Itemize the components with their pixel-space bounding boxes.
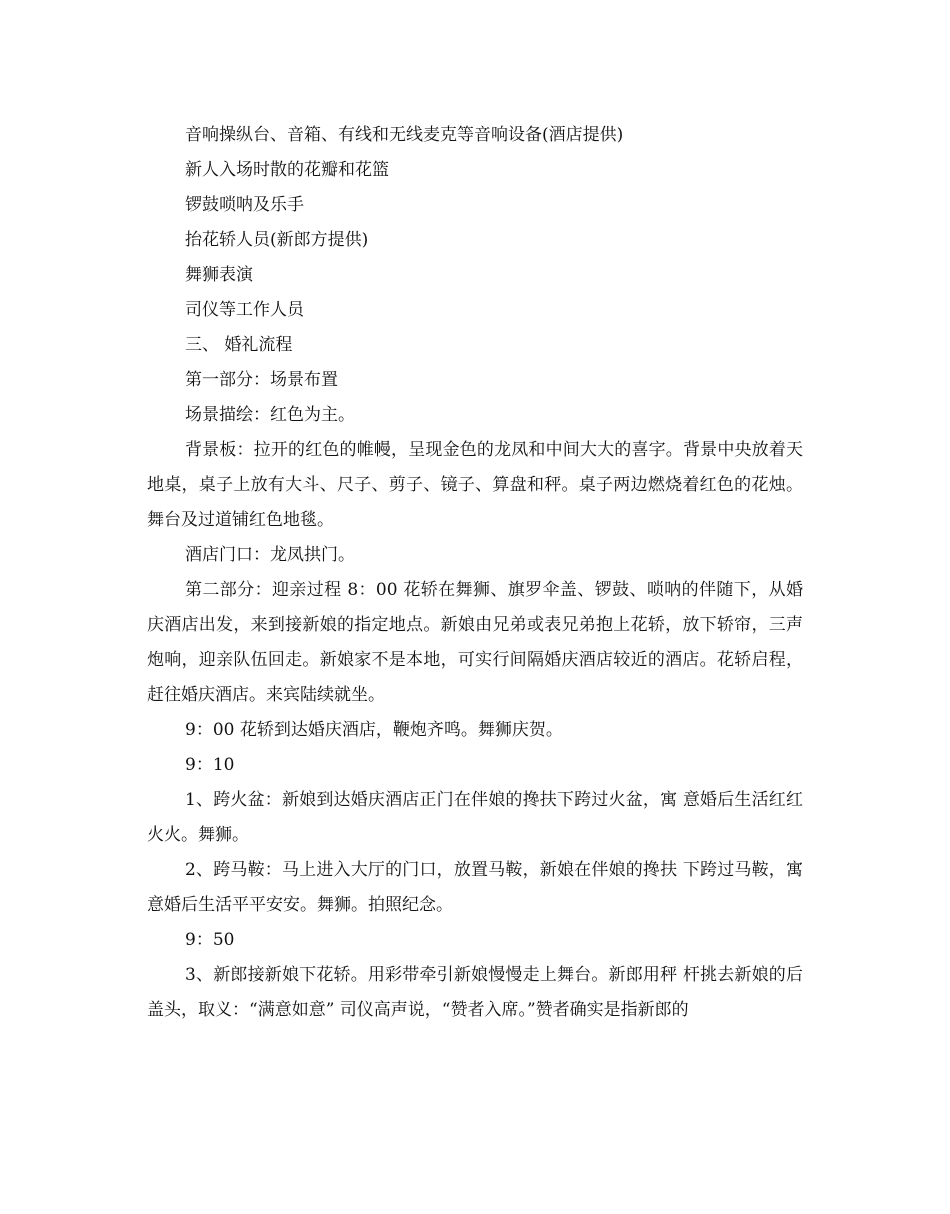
paragraph: 第二部分：迎亲过程 8：00 花轿在舞狮、旗罗伞盖、锣鼓、唢呐的伴随下，从婚庆酒店出发，来到接新娘的指定地点。新娘由兄弟或表兄弟抱上花轿，放下轿帘，三声炮响，迎亲队伍回走。新娘家不是本地，可实行间隔婚庆酒店较近的酒店。花轿启程，赶往婚庆酒店。来宾陆续就坐。 xyxy=(147,580,803,705)
paragraph: 司仪等工作人员 xyxy=(185,300,304,320)
paragraph: 抬花轿人员(新郎方提供) xyxy=(185,230,369,250)
section-heading: 三、 婚礼流程 xyxy=(185,335,293,355)
paragraph: 3、新郎接新娘下花轿。用彩带牵引新娘慢慢走上舞台。新郎用秤 杆挑去新娘的后盖头，取义：“满意如意” 司仪高声说，“赞者入席。”赞者确实是指新郎的 xyxy=(147,965,803,1020)
document-body xyxy=(147,118,803,1028)
paragraph: 场景描绘：红色为主。 xyxy=(185,405,355,425)
paragraph: 酒店门口：龙凤拱门。 xyxy=(185,545,355,565)
paragraph: 背景板：拉开的红色的帷幔，呈现金色的龙凤和中间大大的喜字。背景中央放着天地桌，桌子上放有大斗、尺子、剪子、镜子、算盘和秤。桌子两边燃烧着红色的花烛。舞台及过道铺红色地毯。 xyxy=(147,440,803,530)
paragraph: 新人入场时散的花瓣和花篮 xyxy=(185,160,389,180)
paragraph: 锣鼓唢呐及乐手 xyxy=(185,195,304,215)
paragraph: 9：00 花轿到达婚庆酒店，鞭炮齐鸣。舞狮庆贺。 xyxy=(185,720,563,740)
paragraph: 2、跨马鞍：马上进入大厅的门口，放置马鞍，新娘在伴娘的搀扶 下跨过马鞍，寓意婚后生活平平安安。舞狮。拍照纪念。 xyxy=(147,860,803,915)
paragraph: 舞狮表演 xyxy=(185,265,253,285)
time-marker: 9：50 xyxy=(185,930,235,950)
paragraph: 音响操纵台、音箱、有线和无线麦克等音响设备(酒店提供) xyxy=(185,125,624,145)
subsection-heading: 第一部分：场景布置 xyxy=(185,370,338,390)
paragraph: 1、跨火盆：新娘到达婚庆酒店正门在伴娘的搀扶下跨过火盆，寓 意婚后生活红红火火。舞狮。 xyxy=(147,790,803,845)
time-marker: 9：10 xyxy=(185,755,235,775)
